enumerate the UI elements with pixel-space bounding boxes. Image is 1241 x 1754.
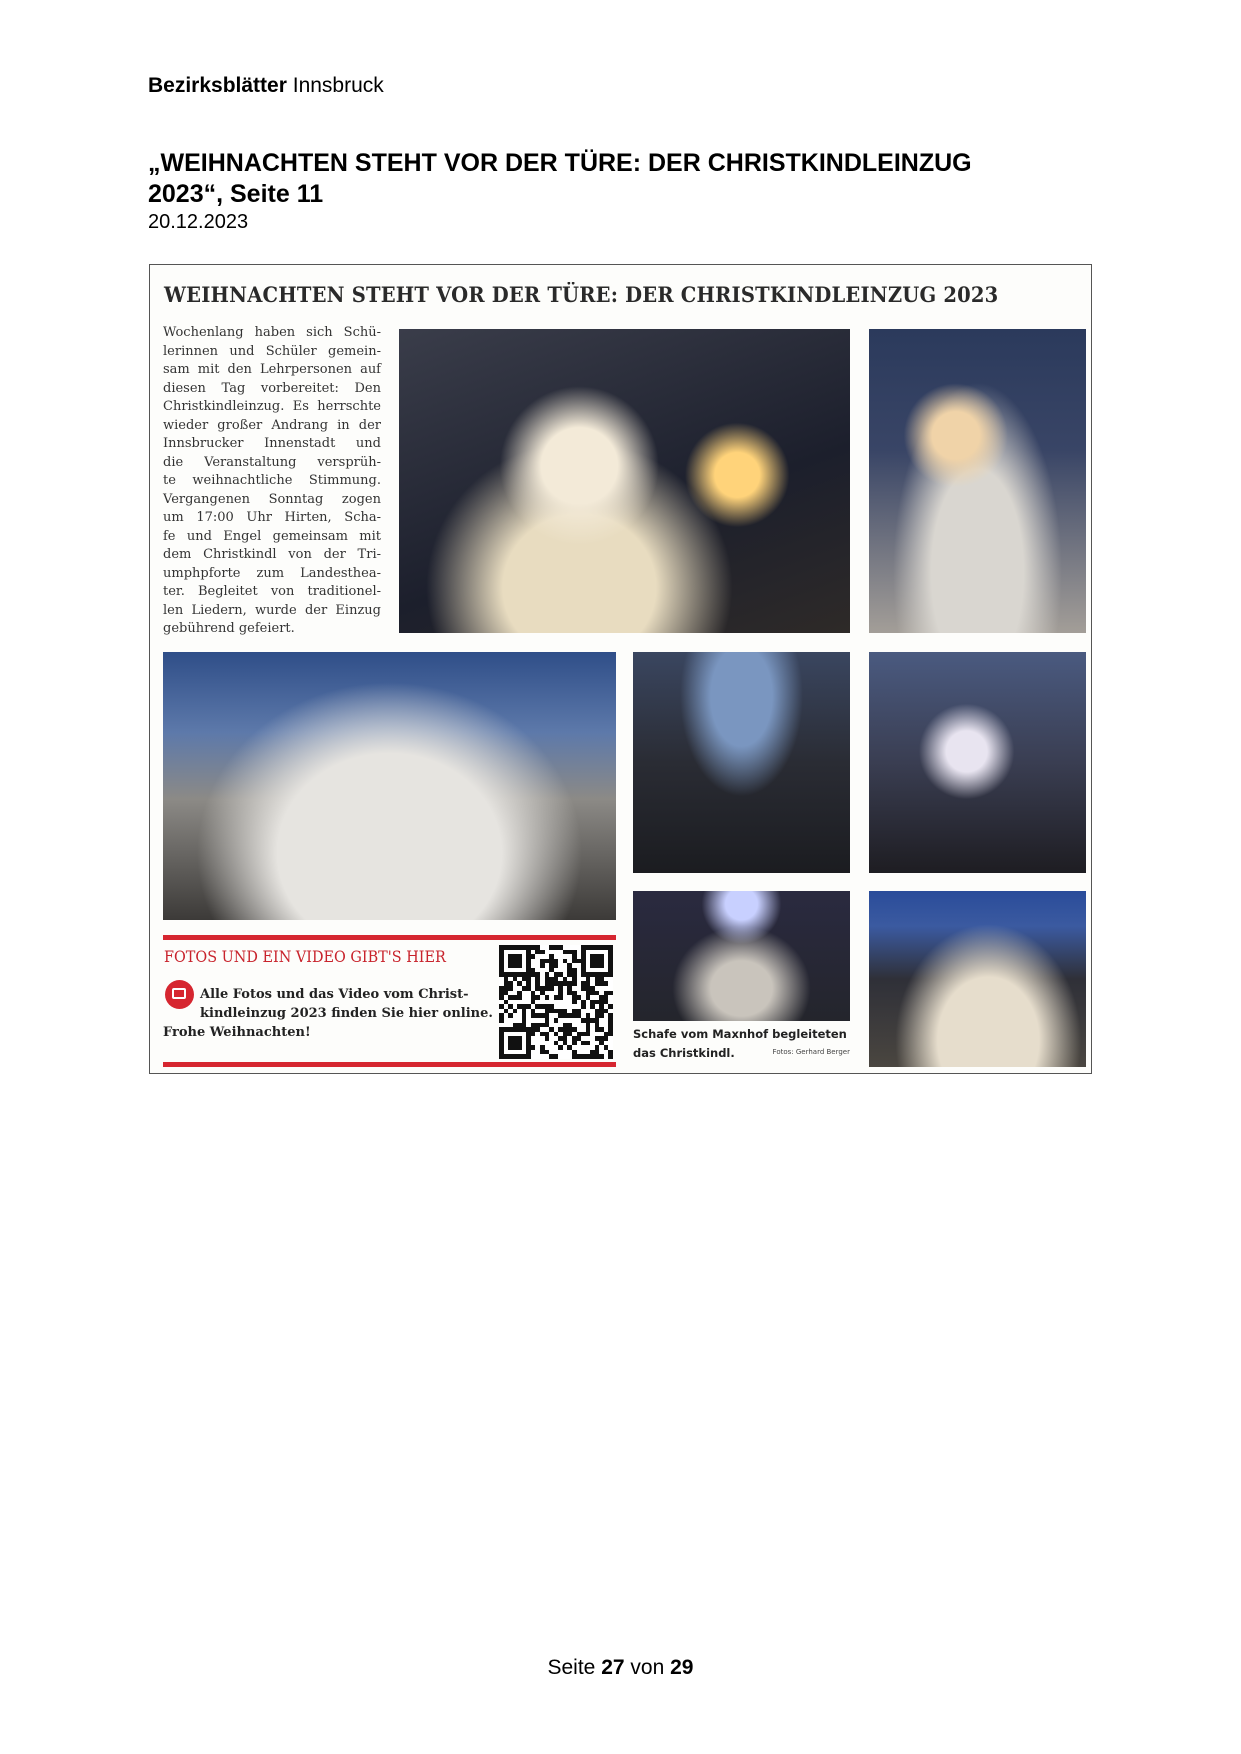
publication-name (148, 74, 384, 98)
clipping-headline: WEIHNACHTEN STEHT VOR DER TÜRE: DER CHRISTKINDLEINZUG 2023 (164, 282, 999, 307)
footer-prefix: Seite (547, 1656, 596, 1679)
body-line: diesen Tag vorbereitet: Den (163, 380, 381, 396)
photo-angels-group (163, 652, 616, 920)
body-line: Christkindleinzug. Es herrschte (163, 399, 381, 414)
photo-street-procession (869, 891, 1086, 1067)
title-line: 2023“, Seite 11 (148, 180, 324, 208)
body-line: fe und Engel gemeinsam mit (163, 528, 381, 544)
body-line: die Veranstaltung versprüh- (163, 454, 381, 470)
clipping-body (163, 324, 381, 639)
page-footer (0, 1656, 1241, 1680)
body-line: Wochenlang haben sich Schü- (163, 325, 381, 340)
footer-middle: von (630, 1656, 665, 1679)
promo-line: Frohe Weihnachten! (163, 1025, 311, 1040)
photo-caption (633, 1025, 850, 1063)
body-line: dem Christkindl von der Tri- (163, 547, 381, 562)
photo-christkind-carriage (399, 329, 850, 633)
caption-line: Schafe vom Maxnhof begleiteten (633, 1027, 847, 1041)
body-line: te weihnachtliche Stimmung. (163, 473, 381, 488)
body-line: um 17:00 Uhr Hirten, Scha- (163, 510, 381, 525)
body-line: wieder großer Andrang in der (163, 417, 381, 433)
body-line: Innsbrucker Innenstadt und (163, 436, 381, 451)
promo-text (163, 985, 503, 1042)
divider-top (163, 935, 616, 940)
promo-line: kindleinzug 2023 finden Sie hier online. (200, 1006, 493, 1021)
article-date: 20.12.2023 (148, 211, 249, 233)
caption-line: das Christkindl. (633, 1046, 735, 1060)
footer-page-total: 29 (670, 1656, 694, 1679)
publication-bold: Bezirksblätter (148, 74, 287, 97)
photo-angels-lanterns (869, 329, 1086, 633)
body-line: len Liedern, wurde der Einzug (163, 602, 381, 618)
photo-procession-arch (869, 652, 1086, 873)
promo-heading: FOTOS UND EIN VIDEO GIBT'S HIER (164, 947, 446, 966)
photo-sheep (633, 891, 850, 1021)
body-line: sam mit den Lehrpersonen auf (163, 362, 381, 377)
body-line: umphpforte zum Landesthea- (163, 565, 381, 581)
body-line: gebührend gefeiert. (163, 621, 295, 636)
publication-region: Innsbruck (292, 74, 384, 97)
footer-page-number: 27 (601, 1656, 625, 1679)
body-line: lerinnen und Schüler gemein- (163, 343, 381, 359)
title-line: „WEIHNACHTEN STEHT VOR DER TÜRE: DER CHRISTKINDLEINZUG (148, 149, 972, 177)
promo-line: Alle Fotos und das Video vom Christ- (200, 987, 469, 1002)
body-line: ter. Begleitet von traditionel- (163, 584, 381, 599)
photo-credit: Fotos: Gerhard Berger (772, 1048, 850, 1056)
qr-code[interactable] (499, 945, 613, 1059)
article-title (148, 148, 1078, 210)
body-line: Vergangenen Sonntag zogen (163, 491, 381, 507)
divider-bottom (163, 1062, 616, 1067)
photo-shepherds (633, 652, 850, 873)
